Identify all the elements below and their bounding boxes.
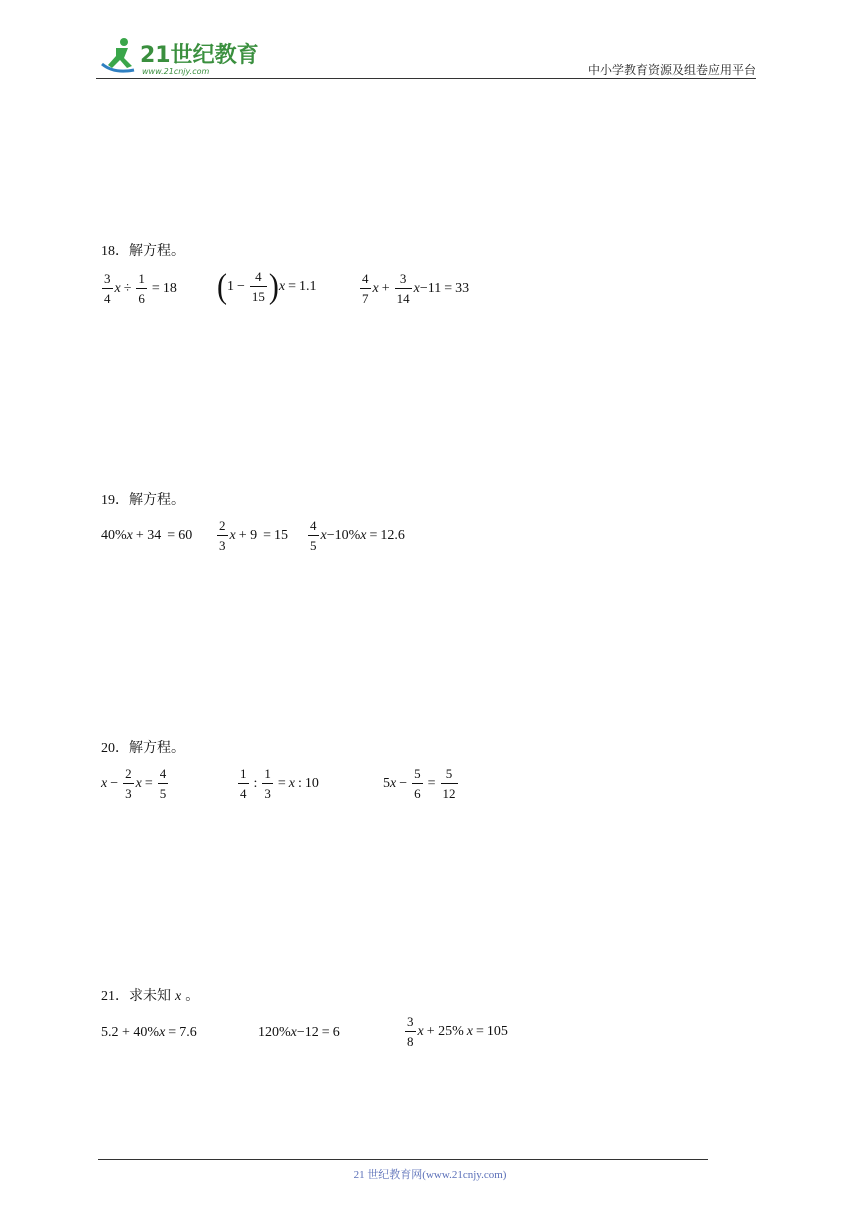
fraction: $\frac{3}{4}$ xyxy=(104,271,111,306)
fraction: $\frac{3}{14}$ xyxy=(396,271,410,306)
question-19-title: 19．解方程。 xyxy=(101,493,185,508)
platform-name: 中小学教育资源及组卷应用平台 xyxy=(587,63,756,77)
fraction: $\frac{4}{5}$ xyxy=(310,518,317,553)
fraction: $\frac{5}{12}$ xyxy=(442,766,456,801)
equation-21-1: 5.2 + 40% x = 7.6 xyxy=(101,1025,197,1040)
question-21-title: 21．求未知 x 。 xyxy=(101,989,200,1004)
fraction: $\frac{4}{7}$ xyxy=(362,271,369,306)
equation-20-1: x − $\frac{2}{3}$ x = $\frac{4}{5}$ xyxy=(101,766,167,801)
logo-text: 21世纪教育 xyxy=(140,43,259,68)
fraction: $\frac{2}{3}$ xyxy=(219,518,226,553)
fraction: $\frac{2}{3}$ xyxy=(125,766,132,801)
equation-18-3: $\frac{4}{7}$ x + $\frac{3}{14}$ x −11 = 33 xyxy=(362,271,470,306)
equation-19-1: 40% x + 34 = 60 xyxy=(101,528,193,543)
footer-divider xyxy=(98,1159,708,1160)
fraction: $\frac{1}{4}$ xyxy=(240,766,247,801)
logo-url: www.21cnjy.com xyxy=(142,67,210,76)
equation-18-1: $\frac{3}{4}$ x ÷ $\frac{1}{6}$ = 18 xyxy=(104,271,177,306)
equation-19-3: $\frac{4}{5}$ x −10% x = 12.6 xyxy=(310,518,405,553)
equation-21-2: 120% x −12 = 6 xyxy=(258,1025,340,1040)
equation-20-2: $\frac{1}{4}$ : $\frac{1}{3}$ = x : 10 xyxy=(240,766,319,801)
header-divider xyxy=(96,78,756,79)
question-18-title: 18．解方程。 xyxy=(101,244,185,259)
question-20-title: 20．解方程。 xyxy=(101,741,185,756)
fraction: $\frac{1}{6}$ xyxy=(138,271,145,306)
site-logo xyxy=(94,34,264,78)
equation-20-3: 5 x − $\frac{5}{6}$ = $\frac{5}{12}$ xyxy=(383,766,456,801)
footer-text: 21 世纪教育网(www.21cnjy.com) xyxy=(353,1169,507,1181)
equation-19-2: $\frac{2}{3}$ x + 9 = 15 xyxy=(219,518,289,553)
fraction: $\frac{4}{5}$ xyxy=(159,766,167,801)
fraction: $\frac{1}{3}$ xyxy=(264,766,271,801)
equation-18-2: ( 1 − $\frac{4}{15}$ ) x = 1.1 xyxy=(217,266,317,305)
fraction: $\frac{3}{8}$ xyxy=(407,1014,414,1049)
fraction: $\frac{5}{6}$ xyxy=(414,766,421,801)
fraction: $\frac{4}{15}$ xyxy=(251,269,265,304)
runner-icon xyxy=(102,38,134,71)
equation-21-3: $\frac{3}{8}$ x + 25% x = 105 xyxy=(407,1014,508,1049)
